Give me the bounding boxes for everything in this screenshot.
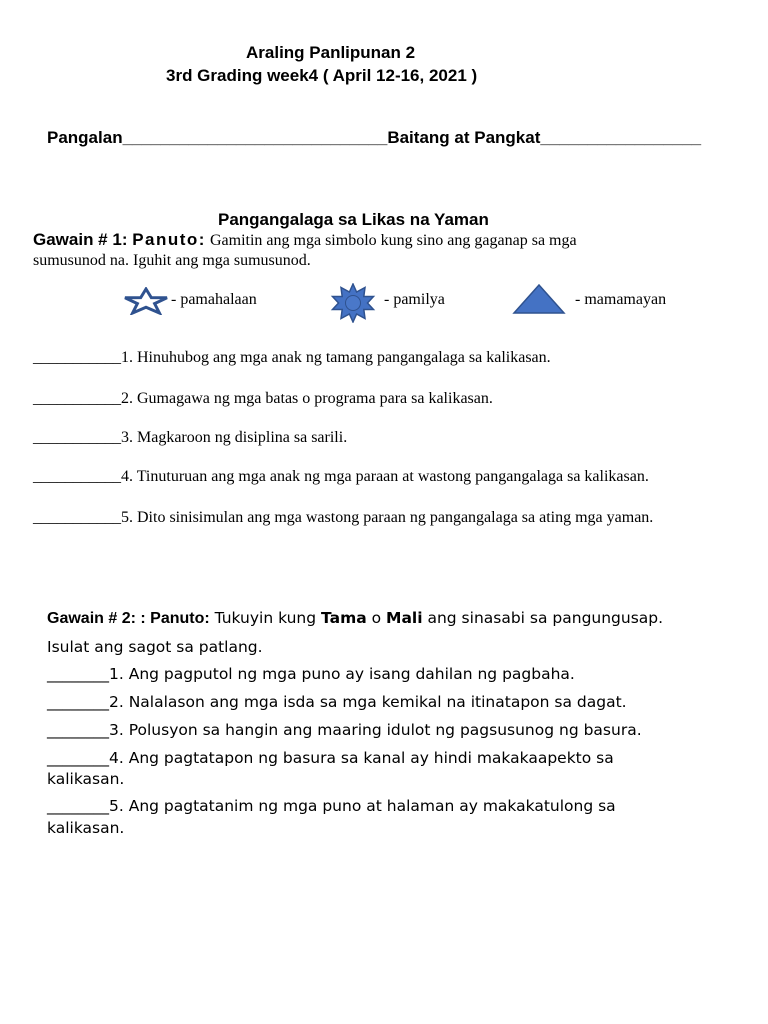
name-label: Pangalan (47, 128, 123, 147)
gawain2-instr-part-c: ang sinasabi sa pangungusap. (422, 609, 664, 627)
gawain1-item-1[interactable]: ___________1. Hinuhubog ang mga anak ng tamang pangangalaga sa kalikasan. (33, 349, 551, 366)
gawain2-item-5-continued: kalikasan. (47, 819, 125, 837)
gawain2-item-4[interactable]: ________4. Ang pagtatapon ng basura sa kanal ay hindi makakaapekto sa (47, 749, 614, 767)
gawain2-item-2[interactable]: ________2. Nalalason ang mga isda sa mga kemikal na itinatapon sa dagat. (47, 693, 627, 711)
gawain2-mali-word: Mali (386, 609, 423, 627)
star-icon (122, 287, 170, 315)
legend-pamilya: - pamilya (384, 291, 445, 308)
gawain2-label: Gawain # 2: : Panuto: (47, 610, 210, 627)
legend-pamahalaan: - pamahalaan (171, 291, 257, 308)
gawain2-item-3[interactable]: ________3. Polusyon sa hangin ang maaring idulot ng pagsusunog ng basura. (47, 721, 642, 739)
gawain2-item-4-continued: kalikasan. (47, 770, 125, 788)
gawain2-tama-word: Tama (321, 609, 367, 627)
section-blank[interactable]: _________________ (540, 128, 702, 147)
gawain1-instructions-text: Gamitin ang mga simbolo kung sino ang gaganap sa mga (205, 232, 577, 249)
name-row (47, 128, 701, 148)
gawain1-instructions (33, 230, 577, 250)
legend-mamamayan: - mamamayan (575, 291, 667, 308)
gawain2-instructions-line2: Isulat ang sagot sa patlang. (47, 638, 263, 656)
gawain1-panuto-label: Panuto: (132, 230, 206, 249)
gawain1-instructions-line2: sumusunod na. Iguhit ang mga sumusunod. (33, 252, 311, 269)
gawain1-item-2[interactable]: ___________2. Gumagawa ng mga batas o programa para sa kalikasan. (33, 390, 493, 407)
triangle-icon (511, 283, 567, 315)
gawain2-instr-part-a: Tukuyin kung (209, 609, 322, 627)
worksheet-grading-week: 3rd Grading week4 ( April 12-16, 2021 ) (166, 66, 478, 85)
gawain2-item-5[interactable]: ________5. Ang pagtatanim ng mga puno at halaman ay makakatulong sa (47, 797, 616, 815)
gawain1-item-5[interactable]: ___________5. Dito sinisimulan ang mga wastong paraan ng pangangalaga sa ating mga yaman. (33, 509, 654, 526)
section-label: Baitang at Pangkat (387, 128, 541, 147)
sun-icon (330, 283, 376, 323)
gawain1-label: Gawain # 1: (33, 230, 133, 249)
gawain1-item-4[interactable]: ___________4. Tinuturuan ang mga anak ng mga paraan at wastong pangangalaga sa kalikasan. (33, 468, 649, 485)
gawain2-instr-part-b: o (366, 609, 387, 627)
section-title: Pangangalaga sa Likas na Yaman (218, 210, 489, 229)
gawain2-item-1[interactable]: ________1. Ang pagputol ng mga puno ay isang dahilan ng pagbaha. (47, 665, 575, 683)
gawain1-item-3[interactable]: ___________3. Magkaroon ng disiplina sa sarili. (33, 429, 348, 446)
worksheet-subject: Araling Panlipunan 2 (246, 43, 416, 62)
gawain2-instructions (47, 609, 663, 628)
name-blank[interactable]: ____________________________ (122, 128, 388, 147)
